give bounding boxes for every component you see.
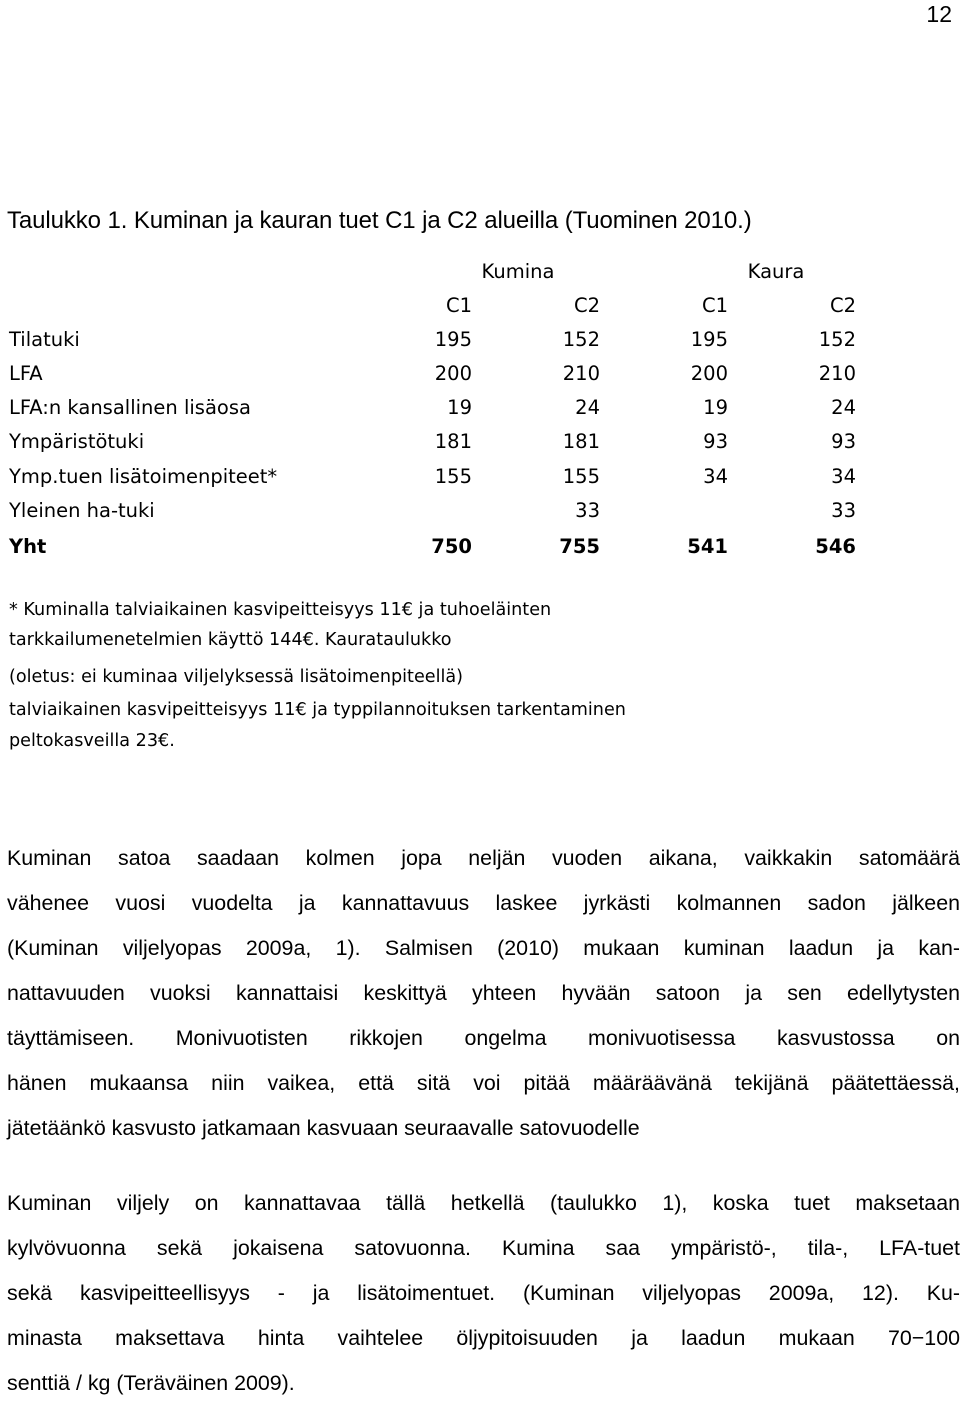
total-cell: 755 [559, 535, 600, 558]
paragraph-line: täyttämiseen. Monivuotisten rikkojen ongelma monivuotisessa kasvustossa on [7, 1026, 960, 1050]
body-paragraph-2 [7, 1181, 960, 1406]
table-cell: 19 [703, 396, 728, 419]
paragraph-line: sekä kasvipeitteellisyys - ja lisätoimentuet. (Kuminan viljelyopas 2009a, 12). Ku- [7, 1281, 960, 1305]
paragraph-line: Kuminan satoa saadaan kolmen jopa neljän vuoden aikana, vaikkakin satomäärä [7, 846, 960, 870]
table-caption: Taulukko 1. Kuminan ja kauran tuet C1 ja C2 alueilla (Tuominen 2010.) [7, 207, 752, 234]
paragraph-line: hänen mukaansa niin vaikea, että sitä voi pitää määräävänä tekijänä päätettäessä, [7, 1071, 960, 1095]
footnote-line: talviaikainen kasvipeitteisyys 11€ ja typpilannoituksen tarkentaminen [9, 700, 626, 720]
footnote-line: * Kuminalla talviaikainen kasvipeitteisyys 11€ ja tuhoeläinten [9, 600, 552, 620]
total-cell: 541 [687, 535, 728, 558]
column-header: C1 [701, 294, 728, 317]
table-cell: 19 [447, 396, 472, 419]
paragraph-line: (Kuminan viljelyopas 2009a, 1). Salmisen (2010) mukaan kuminan laadun ja kan- [7, 936, 960, 960]
row-label: LFA:n kansallinen lisäosa [9, 396, 251, 419]
table-cell: 195 [434, 328, 472, 351]
paragraph-line: jätetäänkö kasvusto jatkamaan kasvuaan seuraavalle satovuodelle [7, 1116, 640, 1140]
column-header: C1 [445, 294, 472, 317]
paragraph-line: nattavuuden vuoksi kannattaisi keskittyä yhteen hyvään satoon ja sen edellytysten [7, 981, 960, 1005]
table-cell: 33 [575, 499, 600, 522]
table-cell: 155 [434, 465, 472, 488]
total-row-label: Yht [9, 535, 47, 558]
total-cell: 546 [815, 535, 856, 558]
table-cell: 181 [562, 430, 600, 453]
row-label: Tilatuki [9, 328, 80, 351]
table-cell: 200 [690, 362, 728, 385]
paragraph-line: kylvövuonna sekä jokaisena satovuonna. Kumina saa ympäristö-, tila-, LFA-tuet [7, 1236, 960, 1260]
row-label: LFA [9, 362, 43, 385]
paragraph-line: minasta maksettava hinta vaihtelee öljypitoisuuden ja laadun mukaan 70−100 [7, 1326, 960, 1350]
page-number: 12 [926, 1, 952, 27]
table-cell [648, 498, 728, 524]
body-paragraph-1 [7, 836, 960, 1151]
row-label: Ymp.tuen lisätoimenpiteet* [9, 465, 278, 488]
paragraph-line: senttiä / kg (Teräväinen 2009). [7, 1371, 295, 1395]
table-cell: 195 [690, 328, 728, 351]
paragraph-line: Kuminan viljely on kannattavaa tällä hetkellä (taulukko 1), koska tuet maksetaan [7, 1191, 960, 1215]
paragraph-line: vähenee vuosi vuodelta ja kannattavuus laskee jyrkästi kolmannen sadon jälkeen [7, 891, 960, 915]
footnote-line: (oletus: ei kuminaa viljelyksessä lisätoimenpiteellä) [9, 667, 464, 687]
table-cell: 152 [818, 328, 856, 351]
table-cell: 152 [562, 328, 600, 351]
table-cell: 200 [434, 362, 472, 385]
table-cell: 210 [562, 362, 600, 385]
column-group-kumina: Kumina [481, 260, 555, 283]
table-cell: 24 [575, 396, 600, 419]
column-group-kaura: Kaura [747, 260, 805, 283]
row-label: Ympäristötuki [9, 430, 145, 453]
table-cell: 155 [562, 465, 600, 488]
column-header: C2 [573, 294, 600, 317]
table-cell: 34 [831, 465, 856, 488]
footnote-line: tarkkailumenetelmien käyttö 144€. Kaurataulukko [9, 630, 452, 650]
footnote-line: peltokasveilla 23€. [9, 731, 175, 751]
table-cell [392, 498, 472, 524]
table-cell: 93 [831, 430, 856, 453]
table-cell: 181 [434, 430, 472, 453]
table-cell: 34 [703, 465, 728, 488]
table-cell: 210 [818, 362, 856, 385]
table-cell: 93 [703, 430, 728, 453]
row-label: Yleinen ha-tuki [9, 499, 155, 522]
table-cell: 33 [831, 499, 856, 522]
column-header: C2 [829, 294, 856, 317]
total-cell: 750 [431, 535, 472, 558]
table-cell: 24 [831, 396, 856, 419]
